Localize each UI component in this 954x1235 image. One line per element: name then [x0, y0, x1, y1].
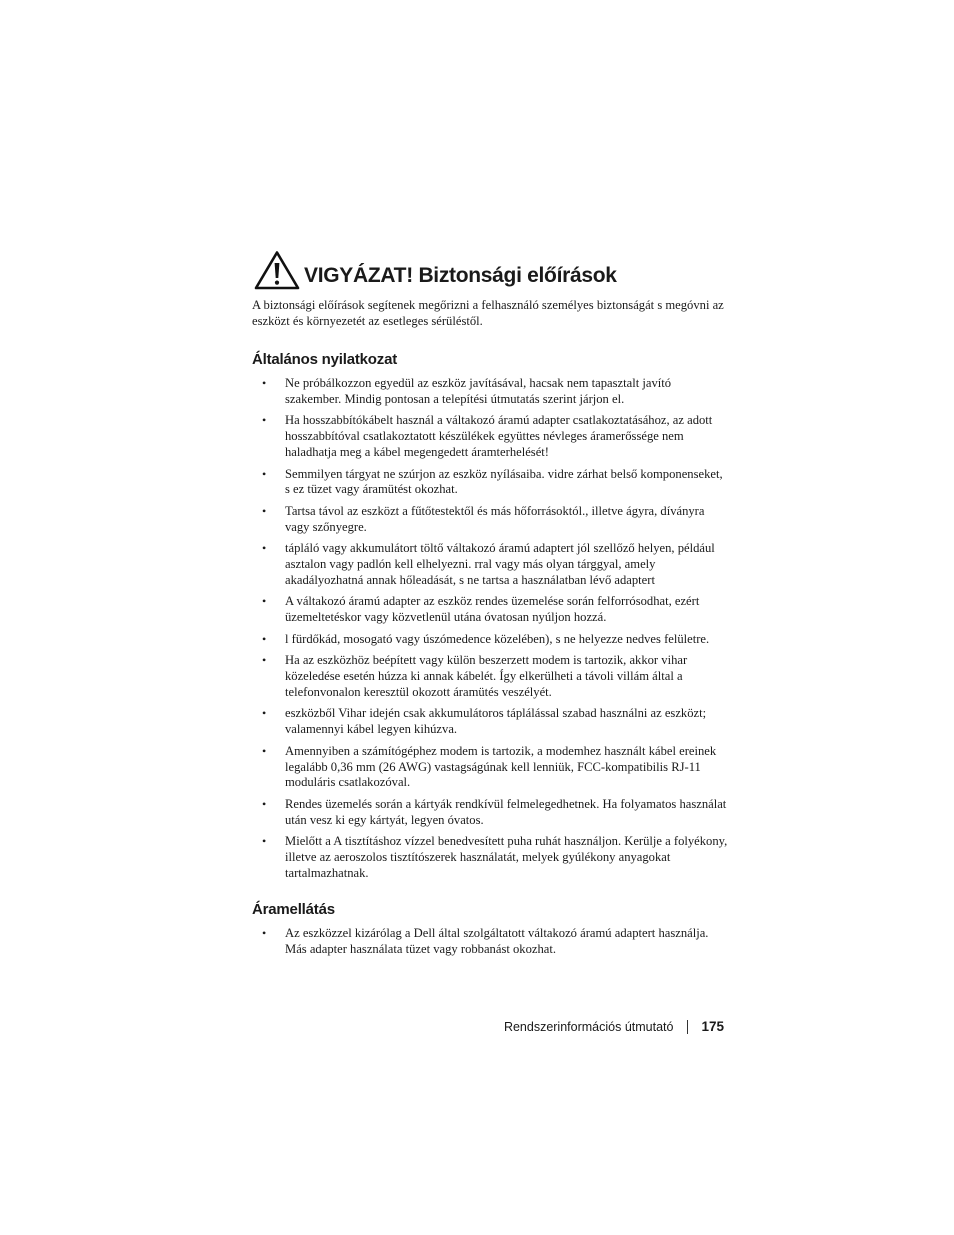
- list-item: [252, 376, 730, 408]
- list-item: [252, 706, 730, 738]
- list-item: [252, 653, 730, 701]
- document-page: [252, 250, 730, 964]
- section-spacer: [252, 887, 730, 901]
- warning-triangle-icon: [254, 250, 300, 290]
- bullet-icon: •: [262, 376, 267, 390]
- list-item: [252, 413, 730, 461]
- footer-divider: [687, 1020, 688, 1034]
- list-item: [252, 504, 730, 536]
- section-heading-power: Áramellátás: [252, 901, 335, 919]
- bullet-icon: •: [262, 631, 267, 646]
- list-item: [252, 541, 730, 589]
- list-item-text: Ha hosszabbítókábelt használ a váltakozó áramú adapter csatlakoztatásához, az adott hosszabbítóval csatlakoztatott készülékek együttes névleges áramerőssége nem haladhatja meg a kábel megengedett áramterhelését!: [285, 413, 713, 460]
- bullet-icon: •: [262, 834, 267, 849]
- section-heading-general: Általános nyilatkozat: [252, 351, 398, 368]
- list-item: [252, 797, 730, 829]
- title-row: [252, 250, 730, 290]
- list-item-text: Rendes üzemelés során a kártyák rendkívül felmelegedhetnek. Ha folyamatos használat után vesz ki egy kártyát, legyen óvatos.: [285, 796, 727, 827]
- general-bullet-list: [252, 376, 730, 882]
- bullet-icon: •: [262, 466, 267, 481]
- page-title: VIGYÁZAT! Biztonsági előírások: [304, 264, 617, 287]
- bullet-icon: •: [262, 541, 267, 556]
- bullet-icon: •: [262, 413, 267, 428]
- list-item: [252, 632, 730, 648]
- bullet-icon: •: [262, 594, 267, 609]
- list-item-text: Tartsa távol az eszközt a fűtőtestektől és más hőforrásoktól., illetve ágyra, díványra vagy szőnyegre.: [285, 503, 705, 534]
- list-item-text: A váltakozó áramú adapter az eszköz rendes üzemelése során felforrósodhat, ezért üzemeltetéskor vagy közvetlenül utána óvatosan nyúljon hozzá.: [285, 594, 700, 625]
- list-item-text: eszközből Vihar idején csak akkumulátoros táplálással szabad használni az eszközt; valamennyi kábel legyen kihúzva.: [285, 706, 707, 737]
- list-item-text: Amennyiben a számítógéphez modem is tartozik, a modemhez használt kábel ereinek legalább 0,36 mm (26 AWG) vastagságúnak kell lenniük, FCC-kompatibilis RJ-11 moduláris csatlakozóval.: [285, 743, 717, 790]
- power-bullet-list: [252, 926, 730, 958]
- list-item: [252, 926, 730, 958]
- page-footer: [504, 1019, 724, 1035]
- bullet-icon: •: [262, 743, 267, 758]
- list-item-text: l fürdőkád, mosogató vagy úszómedence közelében), s ne helyezze nedves felületre.: [285, 631, 710, 646]
- list-item: [252, 744, 730, 792]
- bullet-icon: •: [262, 503, 267, 518]
- page-number: 175: [701, 1019, 724, 1034]
- list-item: [252, 467, 730, 499]
- list-item-text: Ha az eszközhöz beépített vagy külön beszerzett modem is tartozik, akkor vihar közeledése esetén húzza ki annak kábelét. Így elkerülheti a távoli villám által a telefonvonalon keresztül okozott áramütés veszélyét.: [285, 653, 688, 699]
- bullet-icon: •: [262, 706, 267, 721]
- list-item-text: Semmilyen tárgyat ne szúrjon az eszköz nyílásaiba. vidre zárhat belső komponenseket, s ez tüzet vagy áramütést okozhat.: [285, 466, 723, 497]
- bullet-icon: •: [262, 796, 267, 811]
- list-item: [252, 594, 730, 626]
- list-item-text: tápláló vagy akkumulátort töltő váltakozó áramú adaptert jól szellőző helyen, például asztalon vagy padlón kell elhelyezni. rral vagy más olyan tárggyal, amely akadályozhatná annak hőleadását, s ne tartsa a használatban lévő adaptert: [285, 541, 715, 587]
- bullet-icon: •: [262, 926, 267, 941]
- list-item-text: Mielőtt a A tisztításhoz vízzel benedvesített puha ruhát használjon. Kerülje a folyékony, illetve az aeroszolos tisztítószerek használatát, melyek gyúlékony anyagokat tartalmazhatnak.: [285, 834, 728, 880]
- bullet-icon: •: [262, 653, 267, 668]
- list-item: [252, 834, 730, 882]
- intro-paragraph: A biztonsági előírások segítenek megőrizni a felhasználó személyes biztonságát s megóvni az eszközt és környezetét az esetleges sérüléstől.: [252, 298, 724, 328]
- list-item-text: Ne próbálkozzon egyedül az eszköz javításával, hacsak nem tapasztalt javító szakember. Mindig pontosan a telepítési útmutatás szerint járjon el.: [285, 376, 672, 406]
- list-item-text: Az eszközzel kizárólag a Dell által szolgáltatott váltakozó áramú adaptert használja. Más adapter használata tüzet vagy robbanást okozhat.: [285, 926, 709, 957]
- footer-doc-title: Rendszerinformációs útmutató: [503, 1020, 674, 1034]
